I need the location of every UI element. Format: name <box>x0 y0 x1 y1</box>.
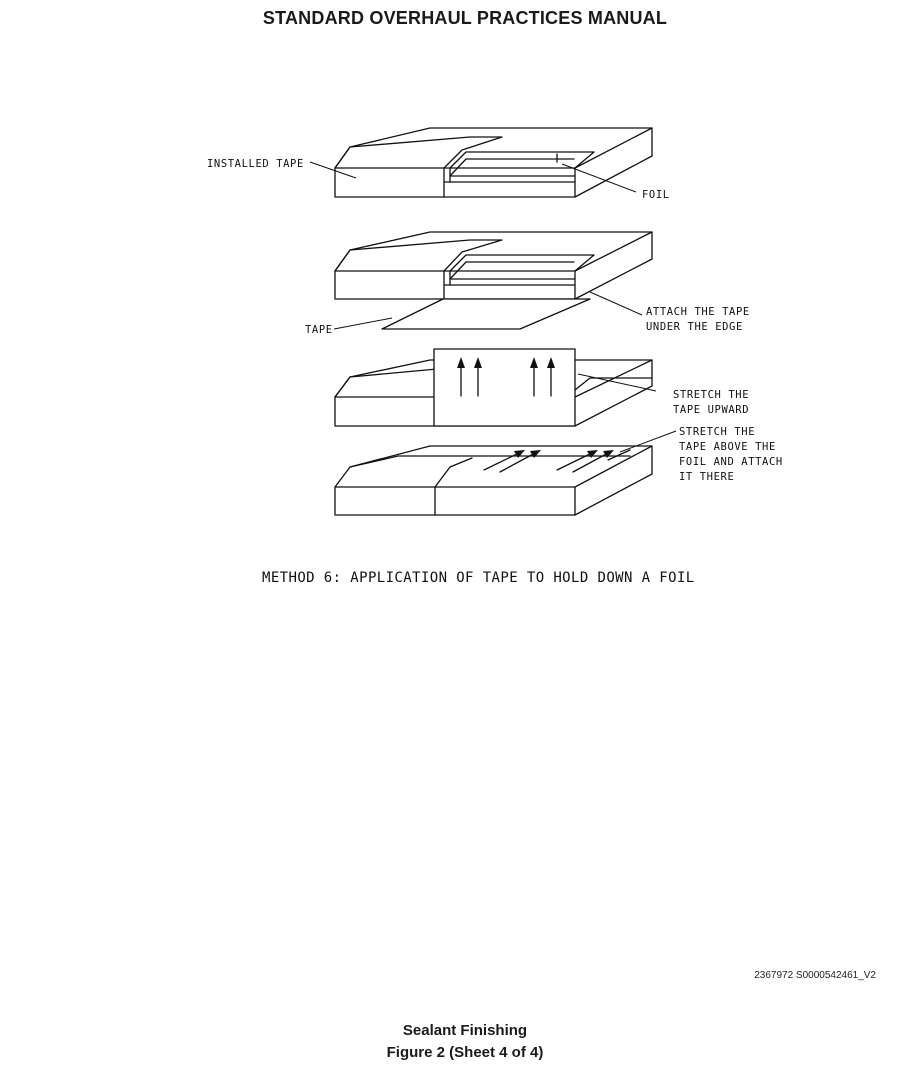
block-tape-above-foil <box>335 446 652 515</box>
stretch-up-label-line2: TAPE UPWARD <box>673 404 750 416</box>
document-id: 2367972 S0000542461_V2 <box>754 970 876 981</box>
stretch-above-label-line4: IT THERE <box>679 471 735 483</box>
block-attach-tape <box>335 232 652 329</box>
tape-leader <box>334 318 392 329</box>
block-installed-tape <box>335 128 652 197</box>
installed-tape-label: INSTALLED TAPE <box>207 158 304 170</box>
stretch-above-label-line2: TAPE ABOVE THE <box>679 441 776 453</box>
tape-label: TAPE <box>305 324 333 336</box>
page-header: STANDARD OVERHAUL PRACTICES MANUAL <box>262 8 668 28</box>
figure-caption: METHOD 6: APPLICATION OF TAPE TO HOLD DOWN A FOIL <box>262 570 695 586</box>
foil-label: FOIL <box>642 189 670 201</box>
page-footer <box>0 1020 924 1064</box>
footer-figure-number: Figure 2 (Sheet 4 of 4) <box>386 1044 544 1061</box>
stretch-above-label-line3: FOIL AND ATTACH <box>679 456 783 468</box>
footer-title: Sealant Finishing <box>402 1022 528 1039</box>
attach-label-line2: UNDER THE EDGE <box>646 321 743 333</box>
stretch-above-label-line1: STRETCH THE <box>679 426 756 438</box>
attach-leader <box>590 292 642 315</box>
attach-label-line1: ATTACH THE TAPE <box>646 306 750 318</box>
stretch-up-label-line1: STRETCH THE <box>673 389 750 401</box>
block-stretch-upward <box>335 349 652 426</box>
